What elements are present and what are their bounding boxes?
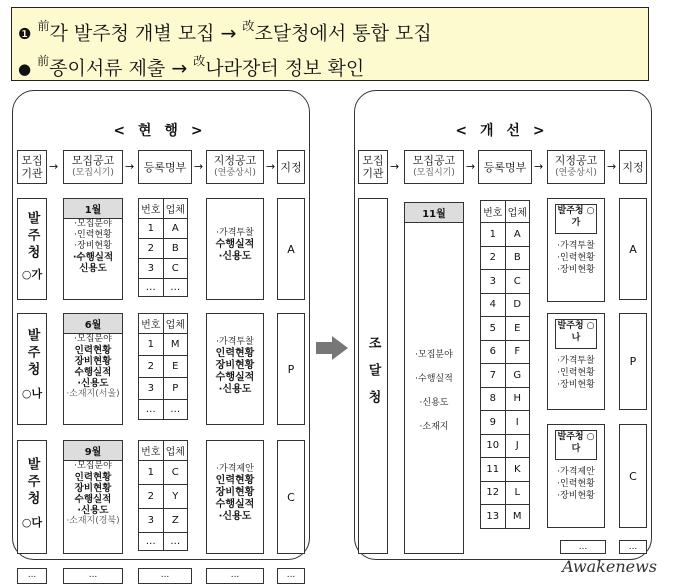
summary-line-2: ● $^前$종이서류 제출 → $^改$나라장터 정보 확인 xyxy=(18,54,365,80)
arrow-icon: → xyxy=(125,160,135,173)
header-agency: 모집기관 xyxy=(17,150,47,184)
header-agency: 모집기관 xyxy=(358,150,388,184)
arrow-icon: → xyxy=(466,160,476,173)
dot-bullet-icon: ● xyxy=(18,60,32,79)
integrated-notice-box: 11월 ·모집분야 ·수행실적 ·신용도 ·소재지 xyxy=(404,202,464,554)
ellipsis-box: ... xyxy=(17,568,47,584)
ellipsis-box: ... xyxy=(206,568,264,584)
designated-company: P xyxy=(277,313,305,425)
arrow-icon: → xyxy=(49,160,59,173)
header-designation-notice: 지정공고 (연중상시) xyxy=(547,150,605,184)
recruit-notice-box: 6월 ·모집분야 인력현황 장비현황 수행실적 ·신용도 ·소재지(서울) xyxy=(63,313,123,425)
designation-notice-box: 발주청 ○다 ·가격제안 ·인력현황 ·장비현황 xyxy=(547,424,605,528)
ellipsis-box: ... xyxy=(560,540,606,554)
registry-table: 번호 업체 1 A 2 B 3 C 4 D 5 E 6 F 7 G 8 H 9 I 10 J 11 K 12 L 13 M xyxy=(480,200,530,529)
summary-line-1: ❶ $^前$각 발주청 개별 모집 → $^改$조달청에서 통합 모집 xyxy=(18,19,432,45)
header-registry: 등록명부 xyxy=(478,150,532,184)
designation-notice-box: ·가격제안 인력현황 장비현황 수행실적 ·신용도 xyxy=(206,440,264,554)
registry-table: 번호 업체 1 M 2 E 3 P … … xyxy=(138,313,188,420)
current-title: < 현 행 > xyxy=(113,123,207,139)
ellipsis-box: ... xyxy=(138,568,192,584)
designated-company: C xyxy=(619,424,647,528)
ellipsis-box: ... xyxy=(619,540,647,554)
header-designation-notice: 지정공고 (연중상시) xyxy=(206,150,264,184)
designation-notice-box: ·가격투찰 수행실적 ·신용도 xyxy=(206,198,264,300)
header-designation: 지정 xyxy=(619,150,647,184)
designation-notice-box: ·가격투찰 인력현황 장비현황 수행실적 ·신용도 xyxy=(206,313,264,425)
registry-table: 번호 업체 1 C 2 Y 3 Z … … xyxy=(138,440,188,551)
agency-label: 발주청 ○나 xyxy=(555,319,597,349)
procurement-agency-box: 조달청 xyxy=(358,198,388,554)
header-notice: 모집공고 (모집시기) xyxy=(404,150,464,184)
summary-banner xyxy=(11,7,649,81)
registry-table: 번호 업체 1 A 2 B 3 C … … xyxy=(138,198,188,297)
arrow-icon: → xyxy=(607,160,617,173)
designated-company: A xyxy=(277,198,305,300)
header-designation: 지정 xyxy=(277,150,305,184)
designation-notice-box: 발주청 ○가 ·가격투찰 ·인력현황 ·장비현황 xyxy=(547,198,605,302)
arrow-icon: → xyxy=(534,160,544,173)
ellipsis-box: ... xyxy=(277,568,305,584)
agency-box: 발주청 ○다 xyxy=(17,440,47,554)
designation-notice-box: 발주청 ○나 ·가격투찰 ·인력현황 ·장비현황 xyxy=(547,313,605,410)
ellipsis-box: ... xyxy=(63,568,123,584)
arrow-icon: → xyxy=(390,160,400,173)
watermark: Awakenews xyxy=(562,557,657,576)
recruit-notice-box: 9월 ·모집분야 인력현황 장비현황 수행실적 ·신용도 ·소재지(경북) xyxy=(63,440,123,554)
designated-company: A xyxy=(619,198,647,300)
transition-arrow-icon xyxy=(316,336,348,360)
header-registry: 등록명부 xyxy=(138,150,192,184)
arrow-icon: → xyxy=(266,160,276,173)
agency-label: 발주청 ○다 xyxy=(555,430,597,460)
agency-label: 발주청 ○가 xyxy=(555,204,597,234)
header-notice: 모집공고 (모집시기) xyxy=(63,150,123,184)
agency-box: 발주청 ○가 xyxy=(17,198,47,300)
agency-box: 발주청 ○나 xyxy=(17,313,47,425)
improved-title: < 개 선 > xyxy=(455,123,549,139)
arrow-icon: → xyxy=(194,160,204,173)
number-bullet-icon: ❶ xyxy=(18,25,32,44)
designated-company: C xyxy=(277,440,305,554)
recruit-notice-box: 1월 ·모집분야 ·인력현황 ·장비현황 ·수행실적 신용도 xyxy=(63,198,123,300)
designated-company: P xyxy=(619,313,647,410)
